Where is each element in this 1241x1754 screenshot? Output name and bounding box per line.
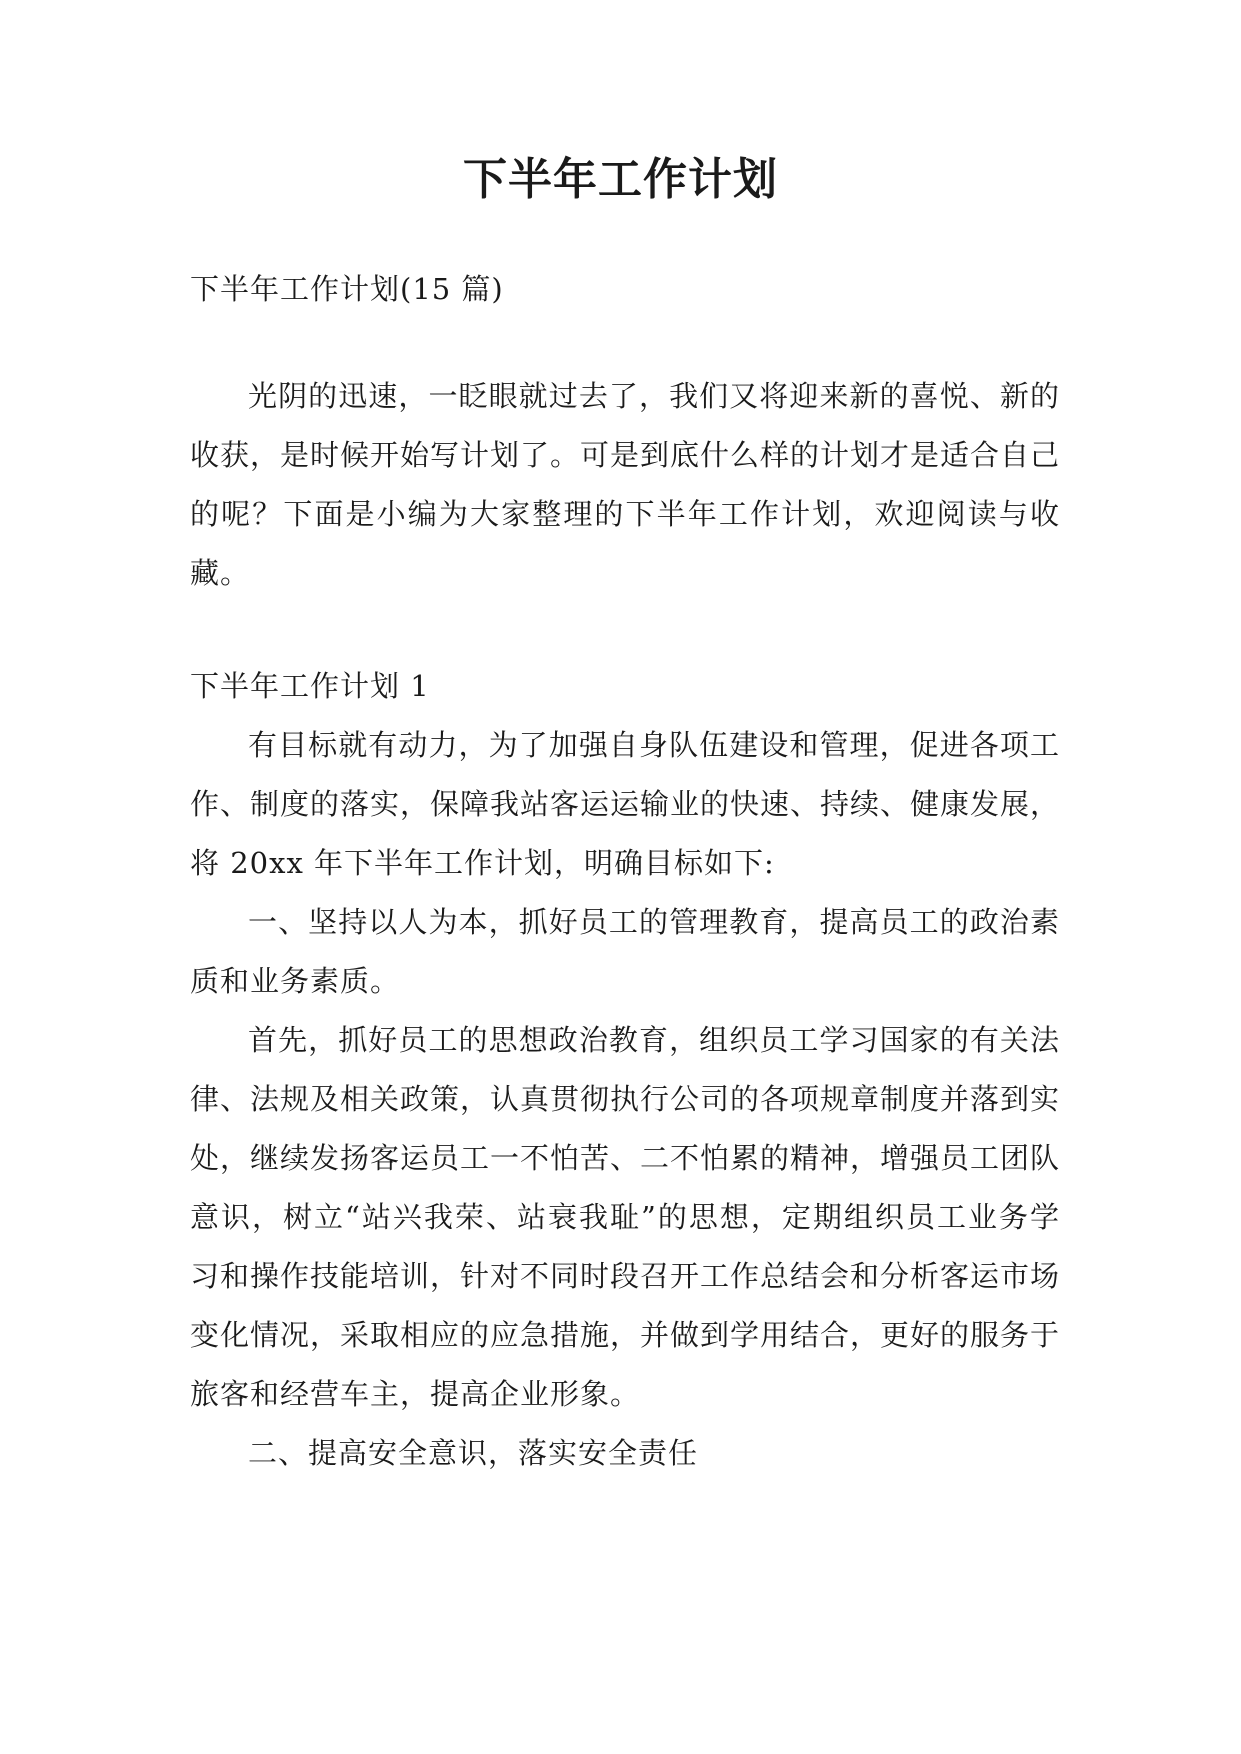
section-paragraph: 首先，抓好员工的思想政治教育，组织员工学习国家的有关法律、法规及相关政策，认真贯彻执行公司的各项规章制度并落到实处，继续发扬客运员工一不怕苦、二不怕累的精神，增强员工团队意识，树立“站兴我荣、站衰我耻”的思想，定期组织员工业务学习和操作技能培训，针对不同时段召开工作总结会和分析客运市场变化情况，采取相应的应急措施，并做到学用结合，更好的服务于旅客和经营车主，提高企业形象。 [190, 1023, 1061, 1411]
section-paragraph: 有目标就有动力，为了加强自身队伍建设和管理，促进各项工作、制度的落实，保障我站客运运输业的快速、持续、健康发展，将 20xx 年下半年工作计划，明确目标如下: [190, 728, 1061, 880]
document-body [190, 260, 1060, 1483]
section-paragraph: 二、提高安全意识，落实安全责任 [248, 1436, 699, 1470]
section-paragraph: 一、坚持以人为本，抓好员工的管理教育，提高员工的政治素质和业务素质。 [190, 905, 1060, 998]
section-heading: 下半年工作计划 1 [190, 669, 430, 703]
intro-paragraph: 光阴的迅速，一眨眼就过去了，我们又将迎来新的喜悦、新的收获，是时候开始写计划了。可是到底什么样的计划才是适合自己的呢？下面是小编为大家整理的下半年工作计划，欢迎阅读与收藏。 [190, 379, 1061, 590]
document-subtitle: 下半年工作计划(15 篇) [190, 272, 504, 306]
document-title: 下半年工作计划 [463, 154, 778, 205]
